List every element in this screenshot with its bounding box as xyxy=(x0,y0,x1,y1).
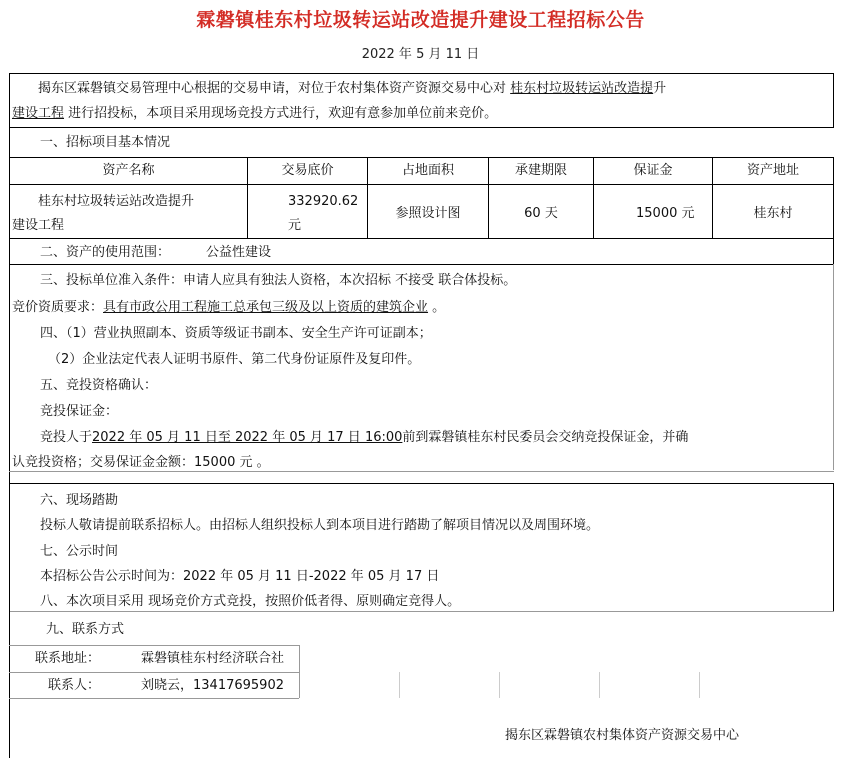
divider-section1 xyxy=(9,157,834,158)
border-right-top xyxy=(833,73,834,127)
section6-heading: 六、现场踏勘 xyxy=(40,493,119,508)
intro-part1: 揭东区霖磐镇交易管理中心根据的交易申请，对位于农村集体资产资源交易中心对 xyxy=(38,81,507,96)
deposit-line-a: 竞投人于 xyxy=(40,430,93,445)
announcement-date: 2022 年 5 月 11 日 xyxy=(361,47,480,62)
announcement-title: 霖磐镇桂东村垃圾转运站改造提升建设工程招标公告 xyxy=(196,9,645,31)
intro-project-name-1b: 升 xyxy=(653,81,667,96)
contact-person-label: 联系人： xyxy=(47,678,100,693)
section8-text: 八、本次项目采用 现场竞价方式竞投，按照价低者得、原则确定竞得人。 xyxy=(40,594,461,609)
table-header-area: 占地面积 xyxy=(401,163,454,178)
border-left xyxy=(9,73,10,483)
intro-part2: 进行招投标，本项目采用现场竞投方式进行，欢迎有意参加单位前来竞价。 xyxy=(68,106,498,121)
deposit-period: 2022 年 05 月 11 日至 2022 年 05 月 17 日 16:00 xyxy=(92,430,403,445)
contact-col-sep-5 xyxy=(699,672,700,698)
table-header-name: 资产名称 xyxy=(102,163,155,178)
section4-line1: 四、（1）营业执照副本、资质等级证书副本、安全生产许可证副本； xyxy=(40,326,432,341)
table-cell-deposit: 15000 元 xyxy=(636,206,695,221)
table-cell-period: 60 天 xyxy=(524,206,558,221)
contact-address-value: 霖磐镇桂东村经济联合社 xyxy=(141,651,285,666)
table-cell-name-2: 建设工程 xyxy=(12,218,65,233)
qualification-value: 具有市政公用工程施工总承包三级及以上资质的建筑企业 xyxy=(103,300,429,315)
section5-heading: 五、竞投资格确认： xyxy=(40,378,158,393)
section1-heading: 一、招标项目基本情况 xyxy=(40,135,171,150)
divider-section2 xyxy=(9,264,834,265)
border-right-table xyxy=(833,157,834,238)
table-cell-price-1: 332920.62 xyxy=(288,194,359,209)
border-top xyxy=(9,73,834,74)
issuer: 揭东区霖磐镇农村集体资产资源交易中心 xyxy=(505,728,740,743)
section5-deposit-line xyxy=(40,430,688,446)
contact-col-sep xyxy=(299,645,300,698)
intro-project-name-2: 建设工程 xyxy=(12,106,65,121)
divider-table-header xyxy=(9,184,834,185)
qualification-end: 。 xyxy=(432,300,446,315)
table-header-deposit: 保证金 xyxy=(633,163,673,178)
section7-heading: 七、公示时间 xyxy=(40,544,119,559)
qualification-label: 竞价资质要求： xyxy=(12,300,104,315)
intro-paragraph-line2 xyxy=(12,106,497,122)
section7-text: 本招标公告公示时间为：2022 年 05 月 11 日-2022 年 05 月 17 日 xyxy=(40,569,440,584)
block2-left xyxy=(9,483,10,758)
block2-bottom xyxy=(9,611,834,612)
section2-heading: 二、资产的使用范围： xyxy=(40,245,171,260)
divider-block1-bottom xyxy=(9,471,834,472)
contact-address-label: 联系地址： xyxy=(34,651,100,666)
section4-line2: （2）企业法定代表人证明书原件、第二代身份证原件及复印件。 xyxy=(48,352,421,367)
table-cell-price-2: 元 xyxy=(288,218,302,233)
section5-deposit-amount: 认竞投资格；交易保证金金额：15000 元 。 xyxy=(12,455,270,470)
contact-person-value: 刘晓云，13417695902 xyxy=(141,678,284,693)
contact-col-sep-4 xyxy=(599,672,600,698)
contact-divider-2 xyxy=(9,672,299,673)
section9-heading: 九、联系方式 xyxy=(46,622,125,637)
table-header-address: 资产地址 xyxy=(746,163,799,178)
section2-value: 公益性建设 xyxy=(206,245,272,260)
table-cell-address: 桂东村 xyxy=(753,206,793,221)
contact-divider-3 xyxy=(9,698,299,699)
block2-right xyxy=(833,483,834,611)
table-header-price: 交易底价 xyxy=(281,163,334,178)
section6-text: 投标人敬请提前联系招标人。由招标人组织投标人到本项目进行踏勘了解项目情况以及周围环境。 xyxy=(40,518,600,533)
section3-line1: 三、投标单位准入条件：申请人应具有独法人资格，本次招标 不接受 联合体投标。 xyxy=(40,273,517,288)
deposit-line-c: 前到霖磐镇桂东村民委员会交纳竞投保证金，并确 xyxy=(402,430,689,445)
section5-sub: 竞投保证金： xyxy=(40,404,119,419)
intro-paragraph xyxy=(38,81,666,97)
contact-col-sep-2 xyxy=(399,672,400,698)
block2-top xyxy=(9,483,834,484)
table-cell-area: 参照设计图 xyxy=(395,206,461,221)
section3-qualification xyxy=(12,300,445,316)
contact-col-sep-3 xyxy=(499,672,500,698)
table-cell-name-1: 桂东村垃圾转运站改造提升 xyxy=(38,194,195,209)
divider-intro xyxy=(9,127,834,128)
border-right-section2 xyxy=(833,238,834,264)
contact-divider-1 xyxy=(9,645,299,646)
border-right-section3 xyxy=(833,264,834,470)
divider-table-row xyxy=(9,238,834,239)
table-header-period: 承建期限 xyxy=(514,163,567,178)
intro-project-name-1: 桂东村垃圾转运站改造提 xyxy=(510,81,654,96)
